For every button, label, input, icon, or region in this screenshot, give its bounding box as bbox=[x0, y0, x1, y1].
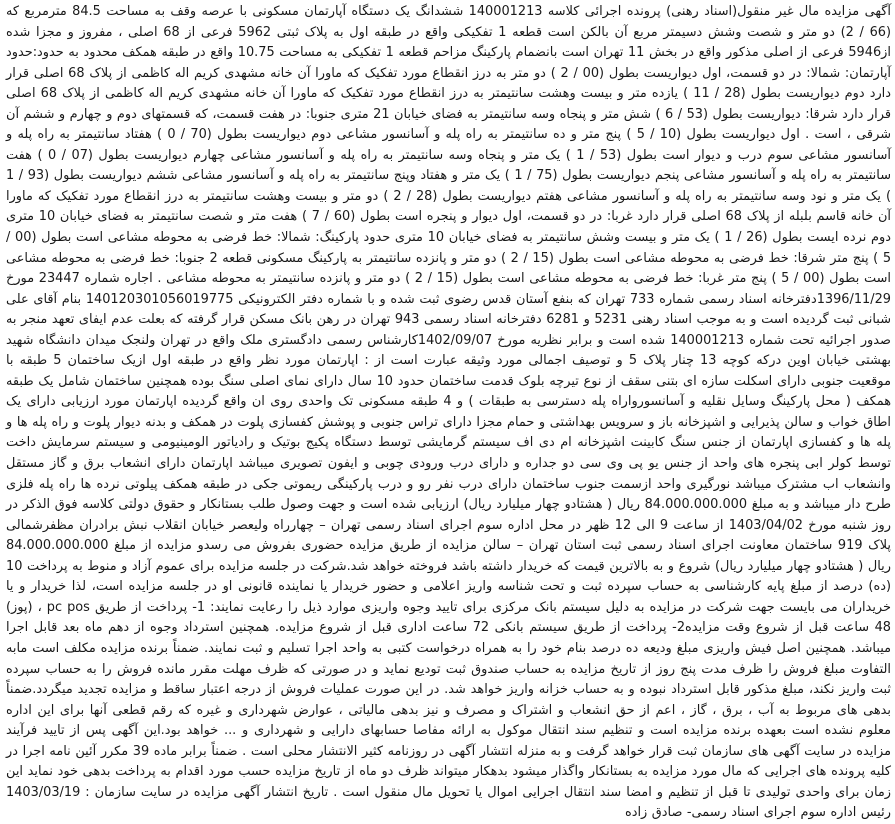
auction-notice-text: آگهی مزایده مال غیر منقول(اسناد رهنی) پرونده اجرائی کلاسه 140001213 ششدانگ یک دستگاه آپارتمان مسکونی با عرصه وقف به مساحت 84.5 مترمربع که (66 / 2) دو متر و شصت وشش دسیمتر مربع آن بالکن است قطعه 1 تفکیکی واقع در طبقه اول به پلاک ثبتی 5962 فرعی از 68 اصلی ، مفروز و مجزا شده از5946 فرعی از اصلی مذکور واقع در بخش 11 تهران است بانضمام پارکینگ مزاحم قطعه 1 تفکیکی به مساحت 10.75 واقع در طبقه همکف محدود به حدود:حدود آپارتمان: شمالا: در دو قسمت، اول دیواریست بطول (00 / 2 ) دو متر به درز انقطاع مورد تفکیک که ماورا آن خانه مشهدی کریم اله کاظمی از پلاک 68 اصلی قرار دارد دوم دیواریست بطول (28 / 11 ) یازده متر و بیست وهشت سانتیمتر به درز انقطاع مورد تفکیک که ماورا آن خانه مشهدی کریم اله کاظمی از پلاک 68 اصلی قرار دارد شرقا: دیواریست بطول (53 / 6 ) شش متر و پنجاه وسه سانتیمتر به فضای خیابان 21 متری جنوبا: در هفت قسمت، که قسمتهای دوم و چهارم و ششم آن شرقی ، است . اول دیواریست بطول (10 / 5 ) پنج متر و ده سانتیمتر به راه پله و آسانسور مشاعی دوم دیواریست بطول (70 / 0 ) هفتاد سانتیمتر به راه پله و آسانسور مشاعی سوم درب و دیوار است بطول (53 / 1 ) یک متر و پنجاه وسه سانتیمتر به راه پله و آسانسور مشاعی چهارم دیواریست بطول (07 / 0 ) هفت سانتیمتر به راه پله و آسانسور مشاعی پنجم دیواریست بطول (75 / 1 ) یک متر و هفتاد وپنج سانتیمتر به راه پله و آسانسور مشاعی ششم دیواریست بطول (93 / 1 ) یک متر و نود وسه سانتیمتر به راه پله و آسانسور مشاعی هفتم دیواریست بطول (28 / 2 ) دو متر و بیست وهشت سانتیمتر به درز انقطاع مورد تفکیک که ماورا آن خانه قاسم بلبله از پلاک 68 اصلی قرار دارد غربا: در دو قسمت، اول دیوار و پنجره است بطول (60 / 7 ) هفت متر و شصت سانتیمتر به فضای خیابان 10 متری دوم نرده ایست بطول (26 / 1 ) یک متر و بیست وشش سانتیمتر به فضای خیابان 10 متری حدود پارکینگ: شمالا: خط فرضی به محوطه مشاعی است بطول (00 / 5 ) پنج متر شرقا: خط فرضی به محوطه مشاعی است بطول (15 / 2 ) دو متر و پانزده سانتیمتر به پارکینگ مسکونی قطعه 2 جنوبا: خط فرضی به محوطه مشاعی است بطول (00 / 5 ) پنج متر غربا: خط فرضی به محوطه مشاعی است بطول (15 / 2 ) دو متر و پانزده سانتیمتر به محوطه مشاعی . اجاره شماره 23447 مورخ 1396/11/29دفترخانه اسناد رسمی شماره 733 تهران که بنفع آستان قدس رضوی ثبت شده و با شماره دفتر الکترونیکی 140120301056019775 بنام آقای علی شبانی ثبت گردیده است و به موجب اسناد رهنی 5231 و 6281 دفترخانه اسناد رسمی 943 تهران در رهن بانک مسکن قرار گرفته که بعلت عدم ایفای تعهد منجر به صدور اجرائیه تحت شماره 140001213 شده است و برابر نظریه مورخ 1402/09/07کارشناس رسمی دادگستری ملک واقع در تهران ولنجک میدان دانشگاه شهید بهشتی خیابان اوین درکه کوچه 13 چنار پلاک 5 و توصیف اجمالی مورد وثیقه عبارت است از : اپارتمان مورد نظر واقع در طبقه اول ازیک ساختمان 5 طبقه با موقعیت جنوبی دارای اسکلت سازه ای بتنی سقف از نوع تیرچه بلوک قدمت ساختمان حدود 10 سال دارای نمای اصلی سنگ بوده همچنین ساختمان شامل یک طبقه همکف ( محل پارکینگ وسایل نقلیه و آسانسورواراه پله دسترسی به طبقات ) و 4 طبقه مسکونی تک واحدی روی ان واقع گردیده اپارتمان مورد ارزیابی دارای یک اطاق خواب و سالن پذیرایی و اشپزخانه باز و سرویس بهداشتی و حمام مجزا دارای تراس جنوبی و پوشش کفسازی پلوت در همکف و بدنه دیوار پلوت و راه پله ها و پله ها و کفسازی اپارتمان از جنس سنگ کابینت اشپزخانه ام دی اف سیستم گرمایشی توسط دستگاه پکیج بوتیک و رادیاتور الومینیومی و سیستم سرمایش داخت توسط کولر ابی پنجره های واحد از جنس یو پی وی سی دو جداره و دارای درب ورودی چوبی و ایفون تصویری میباشد اپارتمان دارای انشعاب برق و گاز مستقل وانشعاب اب مشترک میباشد نورگیری واحد ازسمت جنوب ساختمان دارای درب نفر رو و درب پارکینگی ریموتی جکی در طبقه همکف پیلوتی نرده ها راه پله فلزی طرح دار میباشد و به مبلغ 84.000.000.000 ریال ( هشتادو چهار میلیارد ریال) ارزیابی شده است و جهت وصول طلب بستانکار و حقوق دولتی کلاسه فوق الذکر در روز شنبه مورخ 1403/04/02 از ساعت 9 الی 12 ظهر در محل اداره سوم اجرای اسناد رسمی تهران – چهارراه ولیعصر خیابان انقلاب نبش برادران مظفرشمالی پلاک 919 ساختمان معاونت اجرای اسناد رسمی ثبت استان تهران – سالن مزایده از طریق مزایده حضوری بفروش می رسدو مزایده از مبلغ 84.000.000.000 ریال ( هشتادو چهار میلیارد ریال) شروع و به بالاترین قیمت که خریدار داشته باشد فروخته خواهد شد.شرکت در جلسه مزایده برای عموم آزاد و منوط به پرداخت 10 (ده) درصد از مبلغ پایه کارشناسی به حساب سپرده ثبت و تحت شناسه واریز اعلامی و حضور خریدار یا نماینده قانونی او در جلسه مزایده است، لذا خریدار و یا خریداران می بایست جهت شرکت در مزایده به دلیل سیستم بانک مرکزی برای تایید وجوه واریزی موارد ذیل را رعایت نمایند: 1- پرداخت از طریق pc pos ، (پوز) 48 ساعت قبل از شروع وقت مزایده2- پرداخت از طریق سیستم بانکی 72 ساعت اداری قبل از شروع مزایده. همچنین استرداد وجوه از دهم ماه بعد قابل اجرا میباشد. همچنین اصل فیش واریزی مبلغ ودیعه ده درصد بنام خود را به همراه درخواست کتبی به واحد اجرا تسلیم و ثبت نمایند. ضمناً برنده مزایده مکلف است مابه التفاوت مبلغ فروش را ظرف مدت پنج روز از تاریخ مزایده به حساب صندوق ثبت تودیع نماید و در صورتی که ظرف مهلت مقرر مانده فروش را به حساب سپرده ثبت واریز نکند، مبلغ مذکور قابل استرداد نبوده و به حساب خزانه واریز خواهد شد. در این صورت عملیات فروش از درجه اعتبار ساقط و مزایده تجدید میگردد.ضمناً بدهی های مربوط به آب ، برق ، گاز ، اعم از حق انشعاب و اشتراک و مصرف و نیز بدهی مالیاتی ، عوارض شهرداری و غیره که رقم قطعی آنها برای این اداره معلوم نشده است بعهده برنده مزایده است و تنظیم سند انتقال موکول به ارائه مفاصا حسابهای دارایی و شهرداری و ... خواهد بود.این آگهی پس از تایید فرآیند مزایده در سایت آگهی های سازمان ثبت قرار خواهد گرفت و به منزله انتشار آگهی در روزنامه کثیر الانتشار محلی است . ضمناً برابر ماده 39 مکرر آئین نامه اجرا در کلیه پرونده های اجرایی که مال مورد مزایده به بستانکار واگذار میشود بدهکار میتواند ظرف دو ماه از تاریخ مزایده حسب مورد اقدام به پرداخت بدهی خود نماید این زمان برای واحدی تولیدی تا قبل از تنظیم و امضا سند انتقال اجرایی اموال یا تحویل مال منقول است . تاریخ انتشار آگهی مزایده در سایت سازمان : 1403/03/19 رئیس اداره سوم اجرای اسناد رسمی- صادق زاده bbox=[6, 4, 892, 821]
